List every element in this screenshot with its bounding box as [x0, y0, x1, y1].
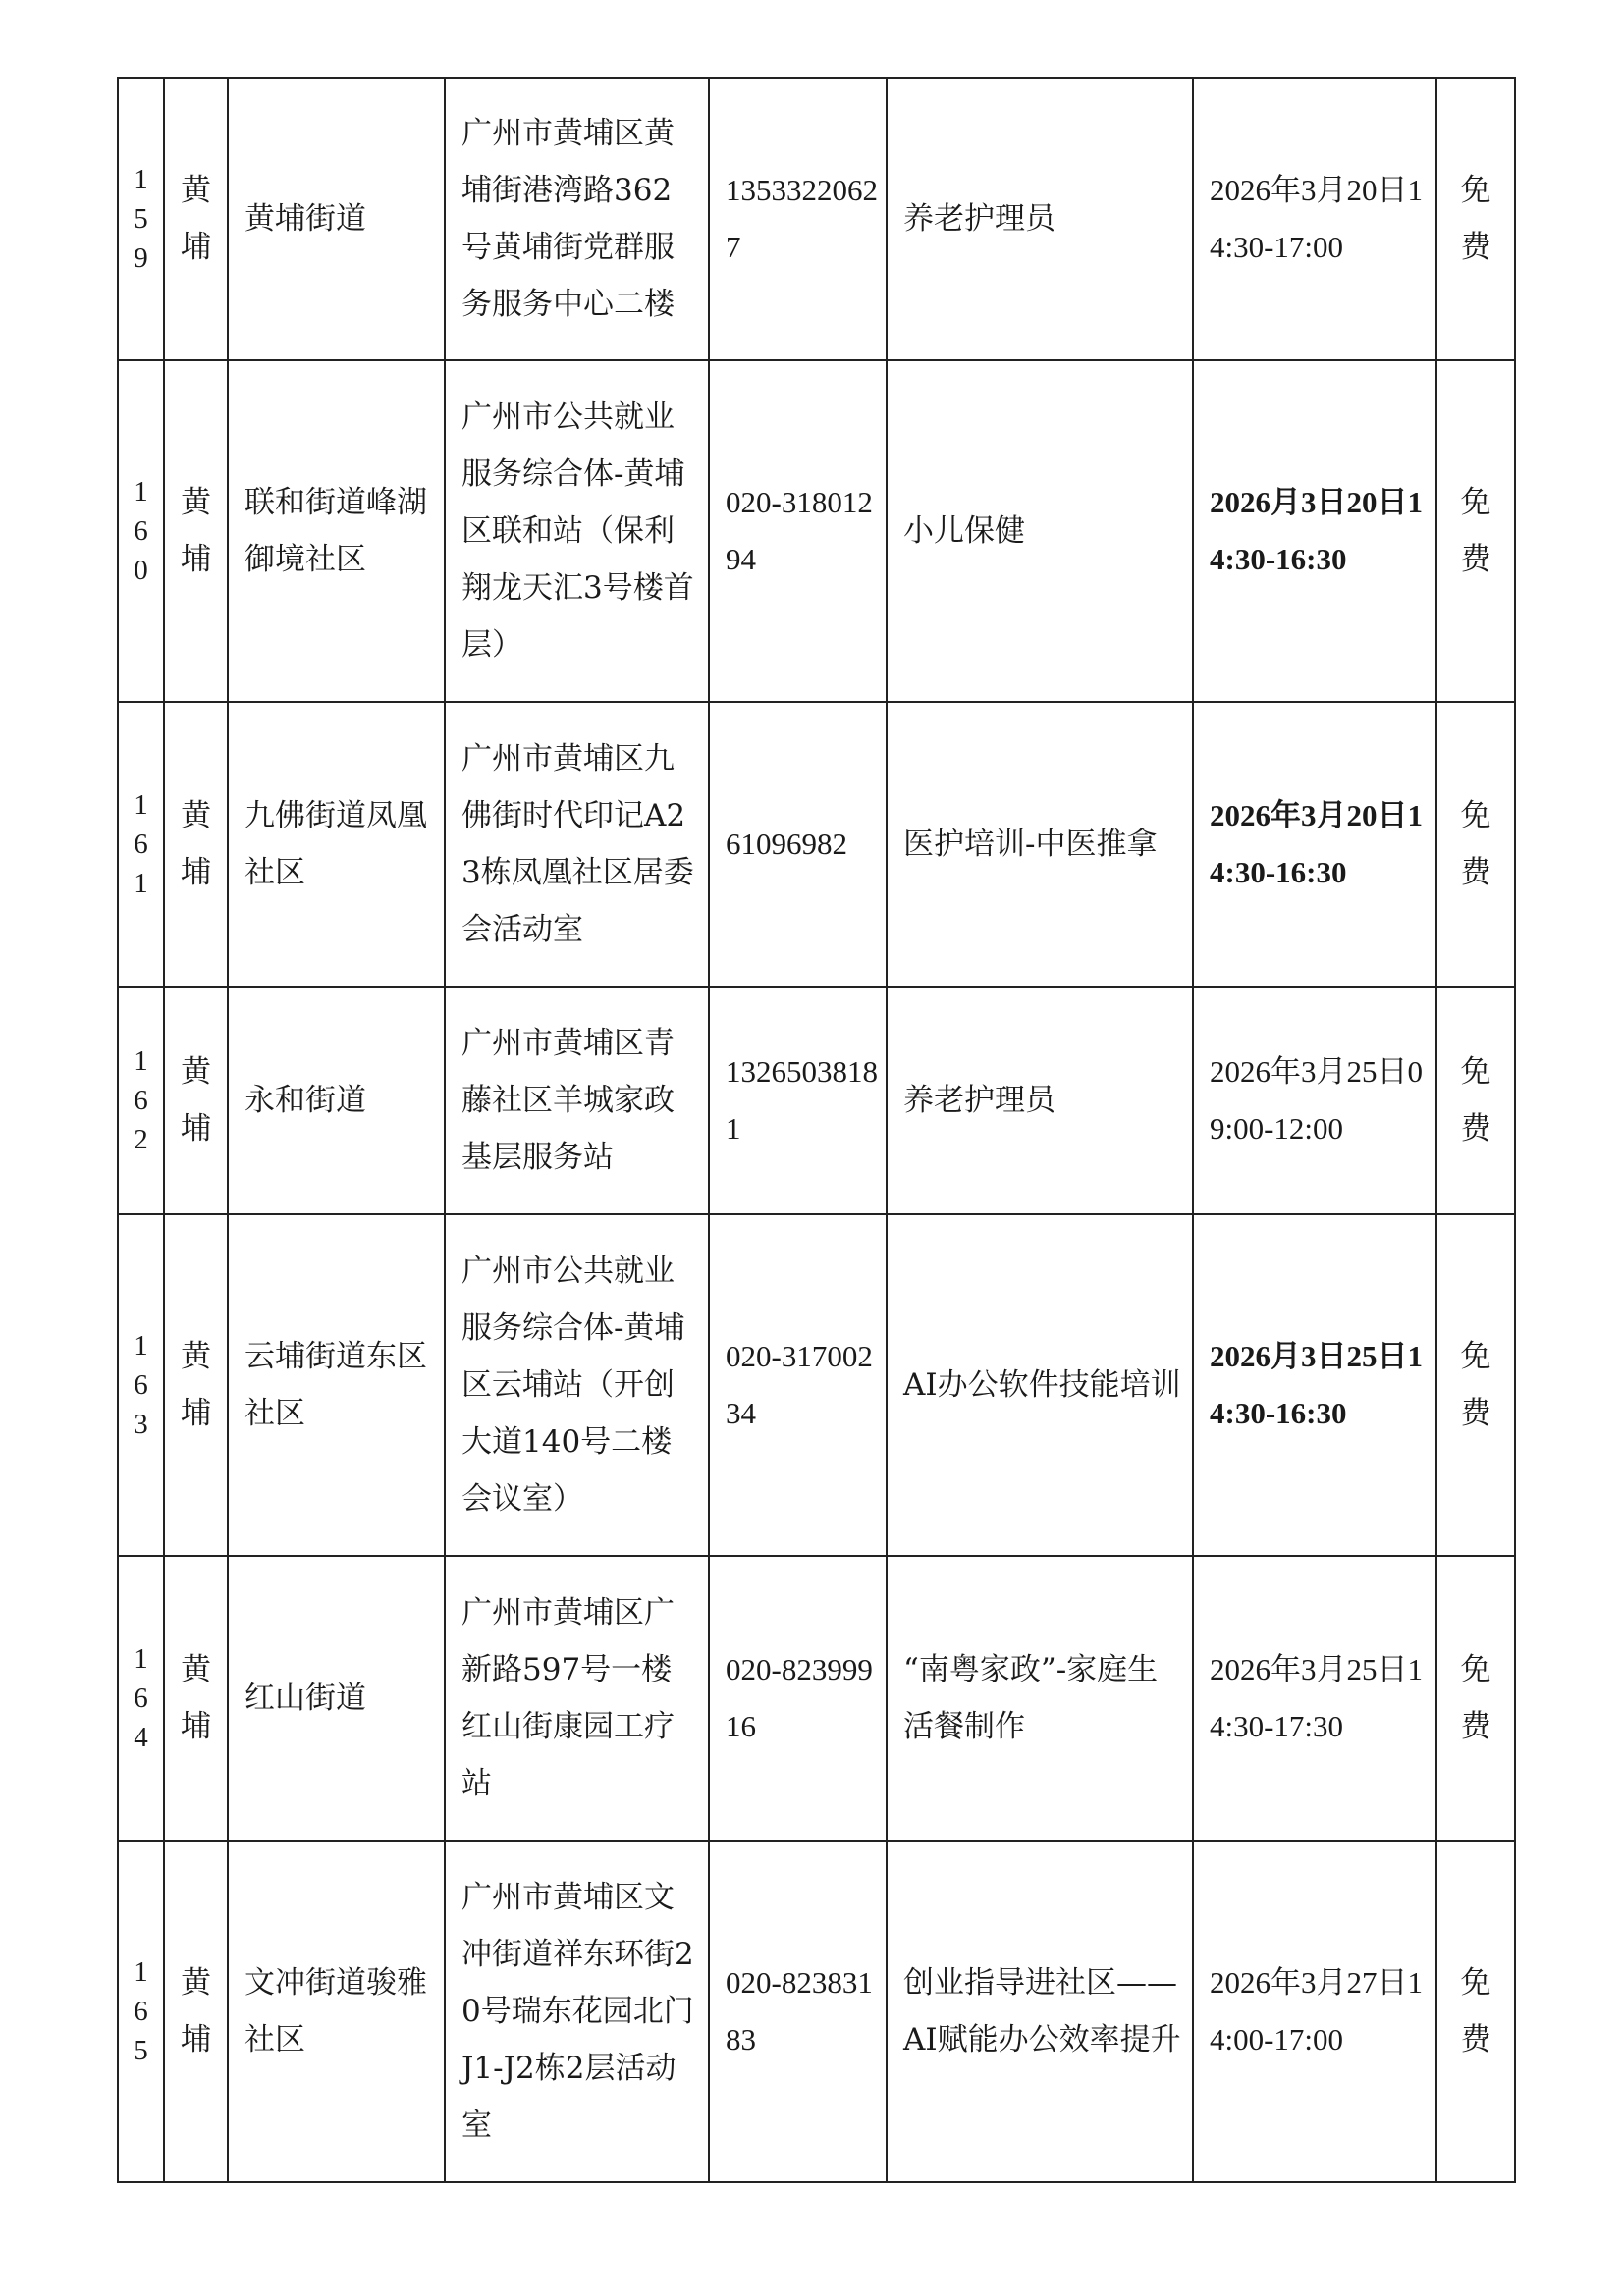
- phone-cell: 020-31700234: [709, 1214, 887, 1556]
- table-row: [118, 1841, 1515, 2182]
- district-text: 黄 埔: [181, 485, 211, 577]
- row-number: [118, 702, 164, 987]
- course-cell: 养老护理员: [887, 987, 1193, 1214]
- schedule-table: [117, 77, 1516, 2183]
- address-cell: 广州市公共就业服务综合体-黄埔区云埔站（开创大道140号二楼会议室）: [445, 1214, 709, 1556]
- location-cell: 九佛街道凤凰社区: [228, 702, 445, 987]
- border-gap: [320, 2171, 399, 2181]
- fee-cell: [1436, 1841, 1515, 2182]
- course-cell: 养老护理员: [887, 78, 1193, 360]
- address-cell: 广州市公共就业服务综合体-黄埔区联和站（保利翔龙天汇3号楼首层）: [445, 360, 709, 702]
- fee-cell: [1436, 987, 1515, 1214]
- table-row: [118, 1556, 1515, 1841]
- address-cell: 广州市黄埔区广新路597号一楼红山街康园工疗站: [445, 1556, 709, 1841]
- district-cell: [164, 1556, 228, 1841]
- fee-text: 免 费: [1460, 1054, 1491, 1147]
- fee-text: 免 费: [1460, 485, 1491, 577]
- district-cell: [164, 702, 228, 987]
- address-cell: 广州市黄埔区九佛街时代印记A23栋凤凰社区居委会活动室: [445, 702, 709, 987]
- table-row: [118, 987, 1515, 1214]
- time-cell: 2026年3月25日14:30-17:30: [1193, 1556, 1436, 1841]
- fee-cell: [1436, 360, 1515, 702]
- row-number-text: 1 5 9: [134, 164, 148, 274]
- address-cell: 广州市黄埔区青藤社区羊城家政基层服务站: [445, 987, 709, 1214]
- row-number: [118, 360, 164, 702]
- district-text: 黄 埔: [181, 1652, 211, 1744]
- fee-cell: [1436, 1556, 1515, 1841]
- row-number: [118, 1556, 164, 1841]
- location-cell: 黄埔街道: [228, 78, 445, 360]
- location-cell: 云埔街道东区社区: [228, 1214, 445, 1556]
- district-cell: [164, 987, 228, 1214]
- time-cell: 2026月3日20日14:30-16:30: [1193, 360, 1436, 702]
- table-row: [118, 702, 1515, 987]
- phone-cell: 020-82399916: [709, 1556, 887, 1841]
- fee-text: 免 费: [1460, 1652, 1491, 1744]
- district-cell: [164, 1214, 228, 1556]
- phone-cell: 020-31801294: [709, 360, 887, 702]
- row-number-text: 1 6 5: [134, 1956, 148, 2066]
- fee-text: 免 费: [1460, 173, 1491, 265]
- district-cell: [164, 360, 228, 702]
- table-row: [118, 360, 1515, 702]
- row-number-text: 1 6 4: [134, 1643, 148, 1753]
- course-cell: 医护培训-中医推拿: [887, 702, 1193, 987]
- location-cell: 文冲街道骏雅社区: [228, 1841, 445, 2182]
- fee-text: 免 费: [1460, 1965, 1491, 2057]
- row-number: [118, 78, 164, 360]
- phone-cell: 13533220627: [709, 78, 887, 360]
- row-number: [118, 1214, 164, 1556]
- location-cell: 联和街道峰湖御境社区: [228, 360, 445, 702]
- course-cell: AI办公软件技能培训: [887, 1214, 1193, 1556]
- phone-cell: 020-82383183: [709, 1841, 887, 2182]
- table-row: [118, 1214, 1515, 1556]
- row-number-text: 1 6 1: [134, 789, 148, 899]
- district-text: 黄 埔: [181, 798, 211, 890]
- phone-cell: 13265038181: [709, 987, 887, 1214]
- phone-cell: 61096982: [709, 702, 887, 987]
- fee-cell: [1436, 702, 1515, 987]
- location-cell: 红山街道: [228, 1556, 445, 1841]
- course-cell: “南粤家政”-家庭生活餐制作: [887, 1556, 1193, 1841]
- district-text: 黄 埔: [181, 1054, 211, 1147]
- time-cell: 2026年3月27日14:00-17:00: [1193, 1841, 1436, 2182]
- fee-text: 免 费: [1460, 1339, 1491, 1431]
- course-cell: 创业指导进社区——AI赋能办公效率提升: [887, 1841, 1193, 2182]
- district-cell: [164, 1841, 228, 2182]
- fee-cell: [1436, 1214, 1515, 1556]
- row-number-text: 1 6 3: [134, 1330, 148, 1440]
- row-number: [118, 987, 164, 1214]
- time-cell: 2026年3月25日09:00-12:00: [1193, 987, 1436, 1214]
- course-cell: 小儿保健: [887, 360, 1193, 702]
- district-cell: [164, 78, 228, 360]
- row-number-text: 1 6 0: [134, 476, 148, 586]
- district-text: 黄 埔: [181, 1965, 211, 2057]
- time-cell: 2026月3日25日14:30-16:30: [1193, 1214, 1436, 1556]
- row-number: [118, 1841, 164, 2182]
- time-cell: 2026年3月20日14:30-16:30: [1193, 702, 1436, 987]
- time-cell: 2026年3月20日14:30-17:00: [1193, 78, 1436, 360]
- district-text: 黄 埔: [181, 173, 211, 265]
- fee-text: 免 费: [1460, 798, 1491, 890]
- table-row: [118, 78, 1515, 360]
- district-text: 黄 埔: [181, 1339, 211, 1431]
- location-cell: 永和街道: [228, 987, 445, 1214]
- address-cell: 广州市黄埔区文冲街道祥东环街20号瑞东花园北门J1-J2栋2层活动室: [445, 1841, 709, 2182]
- row-number-text: 1 6 2: [134, 1045, 148, 1155]
- address-cell: 广州市黄埔区黄埔街港湾路362号黄埔街党群服务服务中心二楼: [445, 78, 709, 360]
- fee-cell: [1436, 78, 1515, 360]
